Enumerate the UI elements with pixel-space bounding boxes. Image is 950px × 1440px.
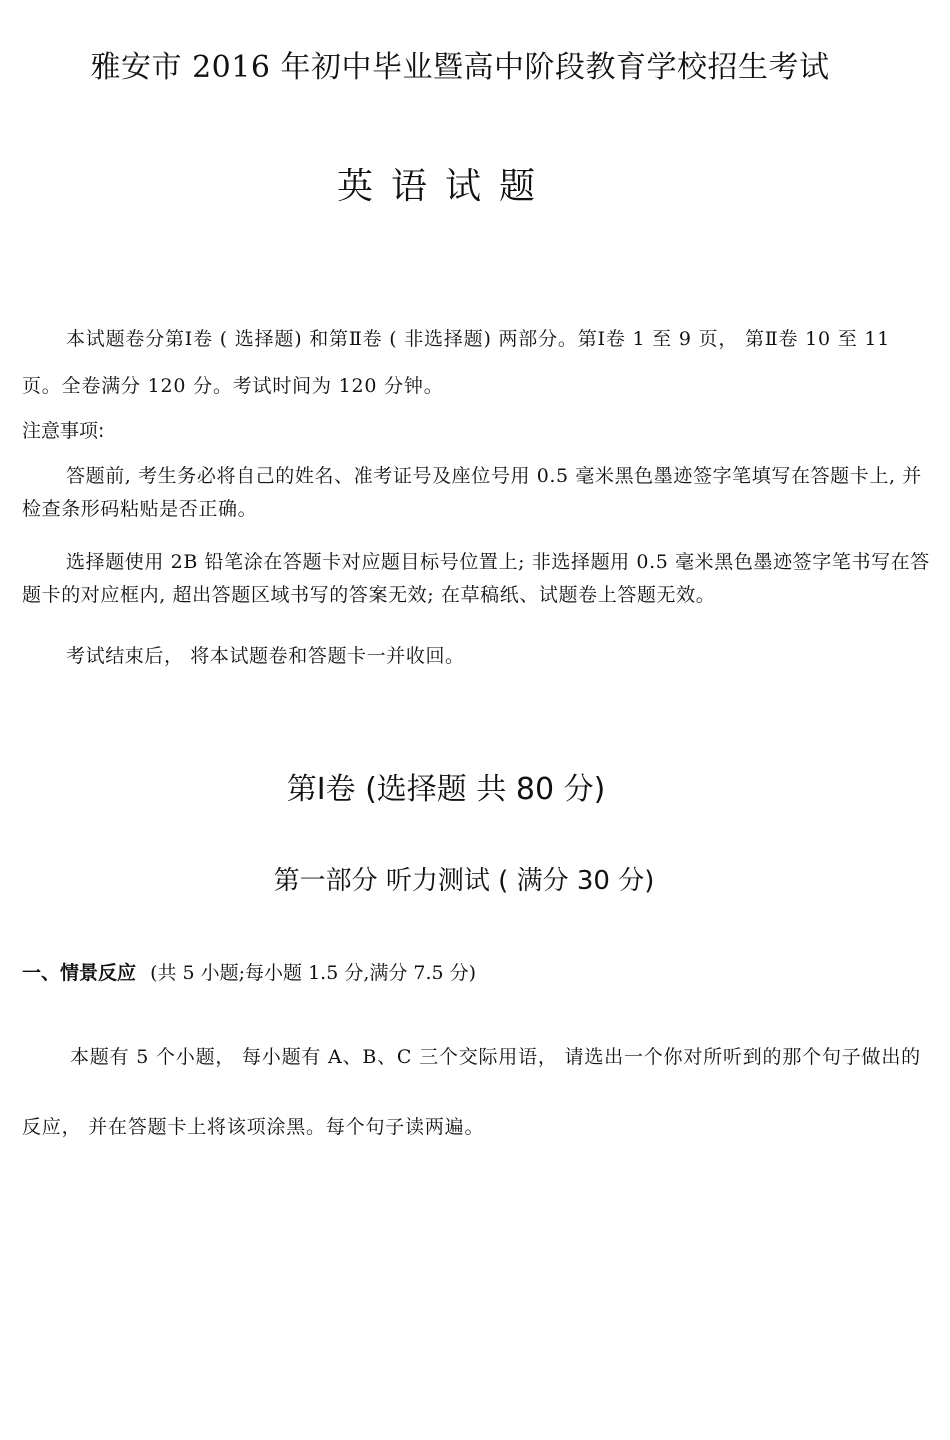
notice-item: 考试结束后， 将本试题卷和答题卡一并收回。 xyxy=(66,645,465,667)
notice-item: 选择题使用 2B 铅笔涂在答题卡对应题目标号位置上; 非选择题用 0.5 毫米黑色墨迹签字笔书写在答题卡的对应框内, 超出答题区域书写的答案无效; 在草稿纸、试题卷上答题无效。 xyxy=(22,551,930,606)
part-title: 第一部分 听力测试 ( 满分 30 分) xyxy=(273,866,655,896)
section-score-info: (共 5 小题;每小题 1.5 分,满分 7.5 分) xyxy=(150,962,477,984)
section-heading xyxy=(22,958,476,985)
exam-intro-paragraph: 本试题卷分第Ⅰ卷 ( 选择题) 和第Ⅱ卷 ( 非选择题) 两部分。第Ⅰ卷 1 至 9 页， 第Ⅱ卷 10 至 11 页。全卷满分 120 分。考试时间为 120 分钟。 xyxy=(22,328,891,397)
exam-header-title: 雅安市 2016 年初中毕业暨高中阶段教育学校招生考试 xyxy=(90,50,830,85)
subject-title: 英语试题 xyxy=(336,166,553,207)
section-instructions: 本题有 5 个小题， 每小题有 A、B、C 三个交际用语， 请选出一个你对所听到的那个句子做出的反应， 并在答题卡上将该项涂黑。每个句子读两遍。 xyxy=(22,1046,921,1138)
notice-label: 注意事项: xyxy=(22,420,105,442)
notice-item: 答题前, 考生务必将自己的姓名、准考证号及座位号用 0.5 毫米黑色墨迹签字笔填写在答题卡上, 并检查条形码粘贴是否正确。 xyxy=(22,465,922,520)
section-label: 一、情景反应 xyxy=(22,962,137,984)
volume-title: 第Ⅰ卷 (选择题 共 80 分) xyxy=(286,772,606,807)
